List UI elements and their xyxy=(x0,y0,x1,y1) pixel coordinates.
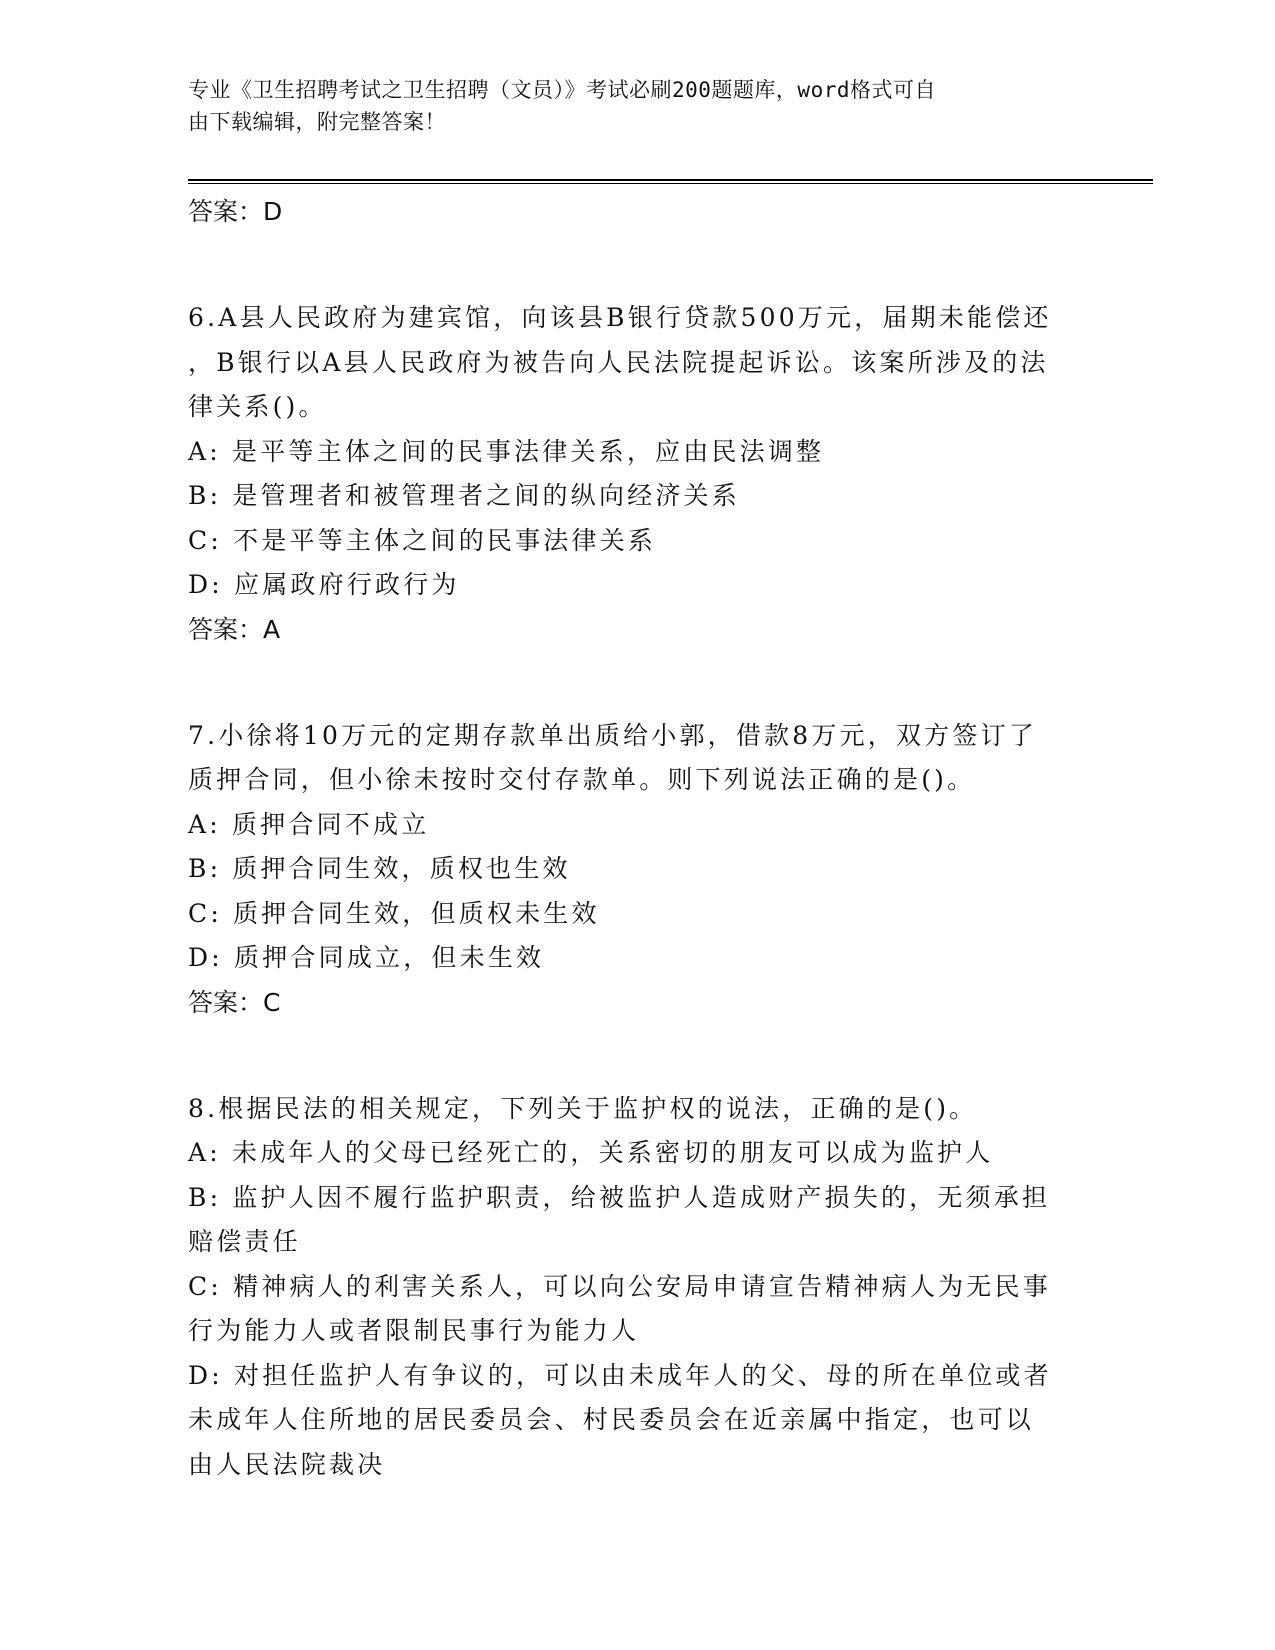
answer-line: 答案：D xyxy=(188,197,283,226)
question-stem-line: 7.小徐将10万元的定期存款单出质给小郭，借款8万元，双方签订了 xyxy=(188,720,1037,750)
question-stem-line: 8.根据民法的相关规定，下列关于监护权的说法，正确的是()。 xyxy=(188,1093,978,1123)
option-d: D: 对担任监护人有争议的，可以由未成年人的父、母的所在单位或者 xyxy=(188,1360,1052,1390)
option-c: C: 精神病人的利害关系人，可以向公安局申请宣告精神病人为无民事 xyxy=(188,1271,1051,1301)
option-b: B: 监护人因不履行监护职责，给被监护人造成财产损失的，无须承担 xyxy=(188,1182,1051,1212)
option-b-continued: 赔偿责任 xyxy=(188,1227,301,1256)
question-stem-line: 律关系()。 xyxy=(188,392,327,421)
option-d: D: 应属政府行政行为 xyxy=(188,570,460,599)
question-stem-line: 6.A县人民政府为建宾馆，向该县B银行贷款500万元，届期未能偿还 xyxy=(188,303,1052,332)
option-b: B: 是管理者和被管理者之间的纵向经济关系 xyxy=(188,481,740,510)
option-c: C: 不是平等主体之间的民事法律关系 xyxy=(188,525,657,555)
option-d: D: 质押合同成立，但未生效 xyxy=(188,943,545,972)
option-d-continued: 未成年人住所地的居民委员会、村民委员会在近亲属中指定，也可以 xyxy=(188,1405,1035,1434)
header-rule-bottom xyxy=(188,183,1153,184)
option-a: A: 质押合同不成立 xyxy=(188,809,430,839)
question-8 xyxy=(188,1087,1088,1488)
option-c: C: 质押合同生效，但质权未生效 xyxy=(188,898,600,928)
answer-line: 答案：A xyxy=(188,614,281,644)
question-7 xyxy=(188,714,1088,1025)
option-c-continued: 行为能力人或者限制民事行为能力人 xyxy=(188,1316,640,1345)
question-stem-line: ，B银行以A县人民政府为被告向人民法院提起诉讼。该案所涉及的法 xyxy=(188,347,1049,377)
header-rule-top xyxy=(188,179,1153,181)
header-line-2: 由下载编辑，附完整答案！ xyxy=(188,110,446,134)
option-d-continued: 由人民法院裁决 xyxy=(188,1449,386,1479)
document-body xyxy=(188,190,1088,1487)
option-a: A: 未成年人的父母已经死亡的，关系密切的朋友可以成为监护人 xyxy=(188,1138,994,1167)
question-6 xyxy=(188,296,1088,652)
question-stem-line: 质押合同，但小徐未按时交付存款单。则下列说法正确的是()。 xyxy=(188,765,976,794)
page-header xyxy=(188,74,1068,138)
answer-line: 答案：C xyxy=(188,987,281,1017)
option-b: B: 质押合同生效，质权也生效 xyxy=(188,854,571,883)
option-a: A: 是平等主体之间的民事法律关系，应由民法调整 xyxy=(188,436,825,466)
header-line-1: 专业《卫生招聘考试之卫生招聘（文员）》考试必刷200题题库，word格式可自 xyxy=(188,78,936,102)
